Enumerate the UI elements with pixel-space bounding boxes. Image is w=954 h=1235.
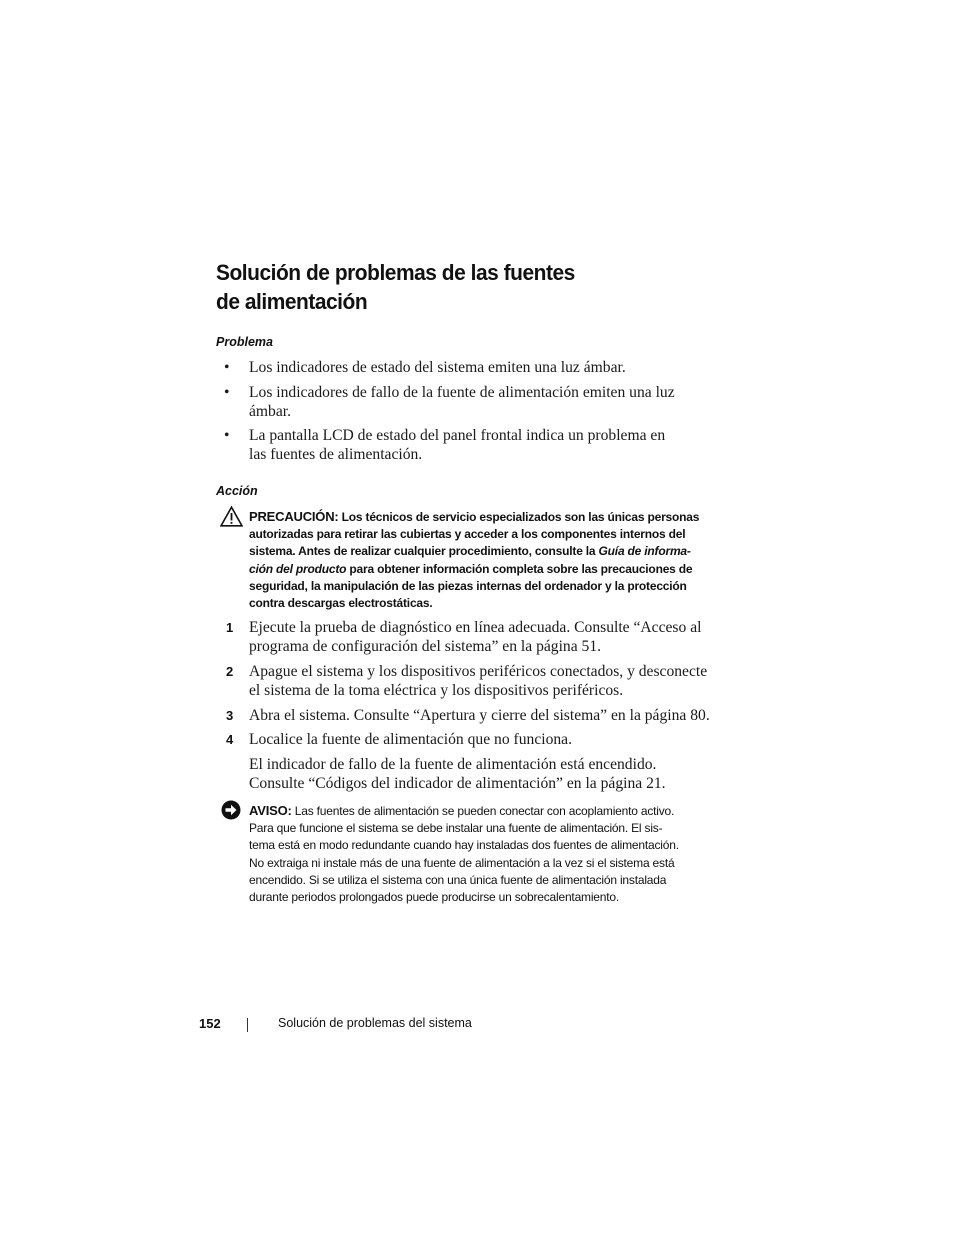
step-item: Apague el sistema y los dispositivos periféricos conectados, y desconecte el sistema de la toma eléctrica y los dispositivos periféricos. (249, 663, 708, 699)
step-number: 3 (226, 708, 234, 723)
notice-arrow-icon (221, 800, 241, 820)
bullet-symbol: • (224, 427, 230, 444)
notice-note: AVISO: Las fuentes de alimentación se pueden conectar con acoplamiento activo. Para que funcione el sistema se debe instalar una fuente de alimentación. El sis- tema está en modo redundante cuando hay instaladas dos fuentes de alimentación. No extraiga ni instale más de una fuente de alimentación a la vez si el sistema está encendido. Si se utiliza el sistema con una única fuente de alimentación instalada durante periodos prolongados puede producirse un sobrecalentamiento. (249, 803, 679, 905)
warning-triangle-icon (220, 506, 243, 527)
step-item: Abra el sistema. Consulte “Apertura y cierre del sistema” en la página 80. (249, 707, 710, 724)
step-item: Ejecute la prueba de diagnóstico en línea adecuada. Consulte “Acceso al programa de configuración del sistema” en la página 51. (249, 619, 702, 655)
title-line-2: de alimentación (216, 289, 368, 314)
problem-subheading: Problema (216, 335, 273, 349)
footer-divider (247, 1018, 248, 1032)
step-number: 4 (226, 732, 234, 747)
footer-section-title: Solución de problemas del sistema (278, 1016, 472, 1030)
step-number: 1 (226, 620, 234, 635)
bullet-item: Los indicadores de fallo de la fuente de alimentación emiten una luz ámbar. (249, 384, 675, 420)
caution-label: PRECAUCIÓN: (249, 509, 339, 524)
caution-note: PRECAUCIÓN: Los técnicos de servicio especializados son las únicas personas autorizadas para retirar las cubiertas y acceder a los componentes internos del sistema. Antes de realizar cualquier procedimiento, consulte la Guía de informa- ción del producto para obtener información completa sobre las precauciones de seguridad, la manipulación de las piezas internas del ordenador y la protección contra descargas electrostáticas. (249, 509, 700, 611)
bullet-item: Los indicadores de estado del sistema emiten una luz ámbar. (249, 359, 626, 376)
title-line-1: Solución de problemas de las fuentes (216, 260, 575, 285)
action-subheading: Acción (216, 484, 258, 498)
step-number: 2 (226, 664, 234, 679)
notice-label: AVISO: (249, 803, 292, 818)
bullet-item: La pantalla LCD de estado del panel frontal indica un problema en las fuentes de alimentación. (249, 427, 666, 463)
step-item: Localice la fuente de alimentación que no funciona. (249, 731, 572, 748)
bullet-symbol: • (224, 359, 230, 376)
step-detail: El indicador de fallo de la fuente de alimentación está encendido. Consulte “Códigos del indicador de alimentación” en la página 21. (249, 756, 666, 792)
page-number: 152 (199, 1016, 221, 1031)
page-title (216, 258, 700, 316)
bullet-symbol: • (224, 384, 230, 401)
